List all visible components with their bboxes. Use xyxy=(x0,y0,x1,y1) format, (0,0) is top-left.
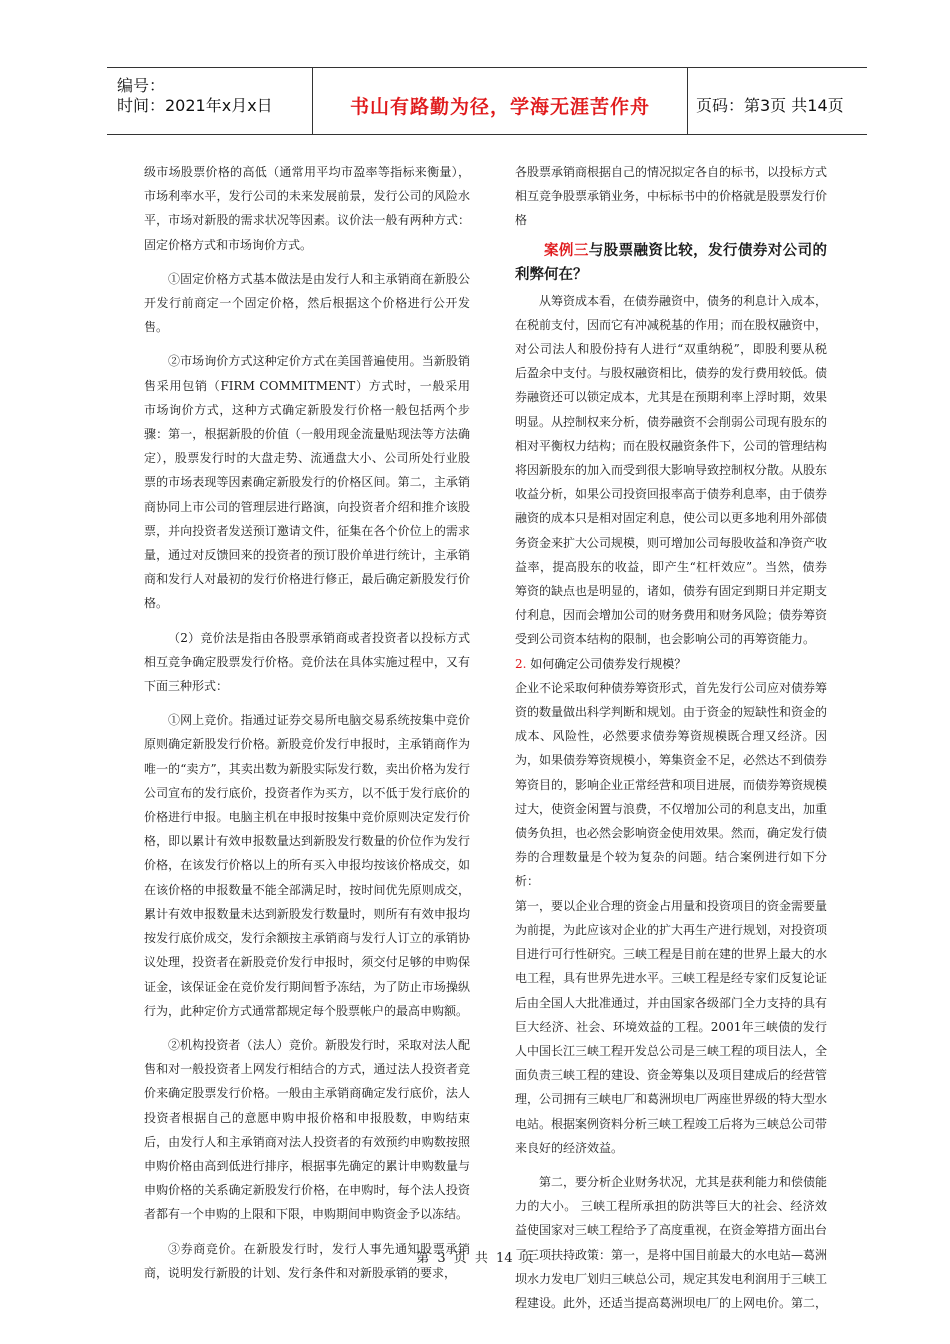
case-heading xyxy=(515,239,827,287)
paragraph: 各股票承销商根据自己的情况拟定各自的标书，以投标方式相互竞争股票承销业务，中标标书中的价格就是股票发行价格 xyxy=(515,165,828,228)
header-motto-cell xyxy=(313,68,688,134)
paragraph: 企业不论采取何种债券筹资形式，首先发行公司应对债券筹资的数量做出科学判断和规划。由于资金的短缺性和资金的成本、风险性，必然要求债券筹资规模既合理又经济。因为，如果债券筹资规模小，筹集资金不足，必然达不到债券筹资目的，影响企业正常经营和项目进展，而债券筹资规模过大，使资金闲置与浪费，不仅增加公司的利息支出，加重债务负担，也必然会影响资金使用效果。然而，确定发行债券的合理数量是个较为复杂的问题。结合案例进行如下分析： xyxy=(515,680,828,889)
header-info-cell xyxy=(107,68,313,134)
question-text: 如何确定公司债券发行规模？ xyxy=(530,656,687,671)
paragraph: 第一，要以企业合理的资金占用量和投资项目的资金需要量为前提，为此应该对企业的扩大再生产进行规划，对投资项目进行可行性研究。三峡工程是目前在建的世界上最大的水电工程，具有世界先进水平。三峡工程是经专家们反复论证后由全国人大批准通过，并由国家各级部门全力支持的具有巨大经济、社会、环境效益的工程。2001年三峡债的发行人中国长江三峡工程开发总公司是三峡工程的项目法人，全面负责三峡工程的建设、资金筹集以及项目建成后的经营管理，公司拥有三峡电厂和葛洲坝电厂两座世界级的特大型水电站。根据案例资料分析三峡工程竣工后将为三峡总公司带来良好的经济效益。 xyxy=(515,898,828,1155)
page-footer: 第 3 页 共 14 页 xyxy=(416,1251,534,1266)
paragraph: （2）竞价法是指由各股票承销商或者投资者以投标方式相互竞争确定股票发行价格。竞价法在具体实施过程中，又有下面三种形式： xyxy=(144,630,470,694)
paragraph: ①网上竞价。指通过证券交易所电脑交易系统按集中竞价原则确定新股发行价格。新股竞价发行申报时，主承销商作为唯一的“卖方”，其卖出数为新股实际发行数，卖出价格为发行公司宣布的发行底价，投资者作为买方，以不低于发行底价的价格进行申报。电脑主机在申报时按集中竞价原则决定发行价格，即以累计有效申报数量达到新股发行数量的价位作为发行价格，在该发行价格以上的所有买入申报均按该价格成交，如在该价格的申报数量不能全部满足时，按时间优先原则成交，累计有效申报数量未达到新股发行数量时，则所有有效申报均按发行底价成交，发行余额按主承销商与发行人订立的承销协议处理，投资者在新股竞价发行申报时，须交付足够的申购保证金，该保证金在竞价发行期间暂予冻结，为了防止市场操纵行为，此种定价方式通常都规定每个股票帐户的最高申购额。 xyxy=(144,713,470,1018)
paragraph: ③券商竞价。在新股发行时，发行人事先通知股票承销商，说明发行新股的计划、发行条件和对新股承销的要求， xyxy=(144,1241,470,1280)
right-column xyxy=(515,160,827,1315)
document-number-label: 编号： xyxy=(117,76,166,95)
question-heading xyxy=(515,652,827,676)
date-label: 时间：2021年x月x日 xyxy=(117,96,273,115)
header-page-cell xyxy=(688,68,867,134)
paragraph: 级市场股票价格的高低（通常用平均市盈率等指标来衡量），市场利率水平，发行公司的未来发展前景，发行公司的风险水平，市场对新股的需求状况等因素。议价法一般有两种方式：固定价格方式和市场询价方式。 xyxy=(144,165,470,252)
paragraph: ②市场询价方式这种定价方式在美国普遍使用。当新股销售采用包销（FIRM COMMITMENT）方式时，一般采用市场询价方式，这种方式确定新股发行价格一般包括两个步骤：第一，根据新股的价值（一般用现金流量贴现法等方法确定），股票发行时的大盘走势、流通盘大小、公司所处行业股票的市场表现等因素确定新股发行的价格区间。第二，主承销商协同上市公司的管理层进行路演，向投资者介绍和推介该股票，并向投资者发送预订邀请文件，征集在各个价位上的需求量，通过对反馈回来的投资者的预订股价单进行统计，主承销商和发行人对最初的发行价格进行修正，最后确定新股发行价格。 xyxy=(144,354,470,611)
paragraph: ②机构投资者（法人）竞价。新股发行时，采取对法人配售和对一般投资者上网发行相结合的方式，通过法人投资者竞价来确定股票发行价格。一般由主承销商确定发行底价，法人投资者根据自己的意愿申购申报价格和申报股数，申购结束后，由发行人和主承销商对法人投资者的有效预约申购数按照申购价格由高到低进行排序，根据事先确定的累计申购数量与申购价格的关系确定新股发行价格，在申购时，每个法人投资者都有一个申购的上限和下限，申购期间申购资金予以冻结。 xyxy=(144,1037,470,1222)
question-number: 2. xyxy=(515,656,527,671)
page-number-label: 页码：第3页 共14页 xyxy=(696,96,844,115)
paragraph: 第二，要分析企业财务状况，尤其是获利能力和偿债能力的大小。 三峡工程所承担的防洪等巨大的社会、经济效益使国家对三峡工程给予了高度重视，在资金筹措方面出台了三项扶持政策：第一，是将中国目前最大的水电站—葛洲坝水力发电厂划归三峡总公司，规定其发电利润用于三峡工程建设。此外，还适当提高葛洲坝电厂的上网电价。第二， xyxy=(515,1174,828,1310)
header-table xyxy=(107,67,867,135)
case-title: 与股票融资比较，发行债券对公司的利弊何在？ xyxy=(515,242,827,283)
left-column xyxy=(144,160,470,1285)
paragraph: ①固定价格方式基本做法是由发行人和主承销商在新股公开发行前商定一个固定价格，然后根据这个价格进行公开发售。 xyxy=(144,271,470,335)
paragraph: 从筹资成本看，在债券融资中，债务的利息计入成本，在税前支付，因而它有冲减税基的作用；而在股权融资中，对公司法人和股份持有人进行“双重纳税”，即股利要从税后盈余中支付。与股权融资相比，债券的发行费用较低。债券融资还可以锁定成本，尤其是在预期利率上浮时期，效果明显。从控制权来分析，债券融资不会削弱公司现有股东的相对平衡权力结构；而在股权融资条件下，公司的管理结构将因新股东的加入而受到很大影响导致控制权分散。从股东收益分析，如果公司投资回报率高于债券利息率，由于债券融资的成本只是相对固定利息，使公司以更多地利用外部债务资金来扩大公司规模，则可增加公司每股收益和净资产收益率，提高股东的收益，即产生“杠杆效应”。当然，债券筹资的缺点也是明显的，诸如，债券有固定到期日并定期支付利息，因而会增加公司的财务费用和财务风险；债券筹资受到公司资本结构的限制，也会影响公司的再筹资能力。 xyxy=(515,293,828,647)
case-label: 案例三 xyxy=(544,242,589,259)
motto-text: 书山有路勤为径，学海无涯苦作舟 xyxy=(349,96,650,118)
